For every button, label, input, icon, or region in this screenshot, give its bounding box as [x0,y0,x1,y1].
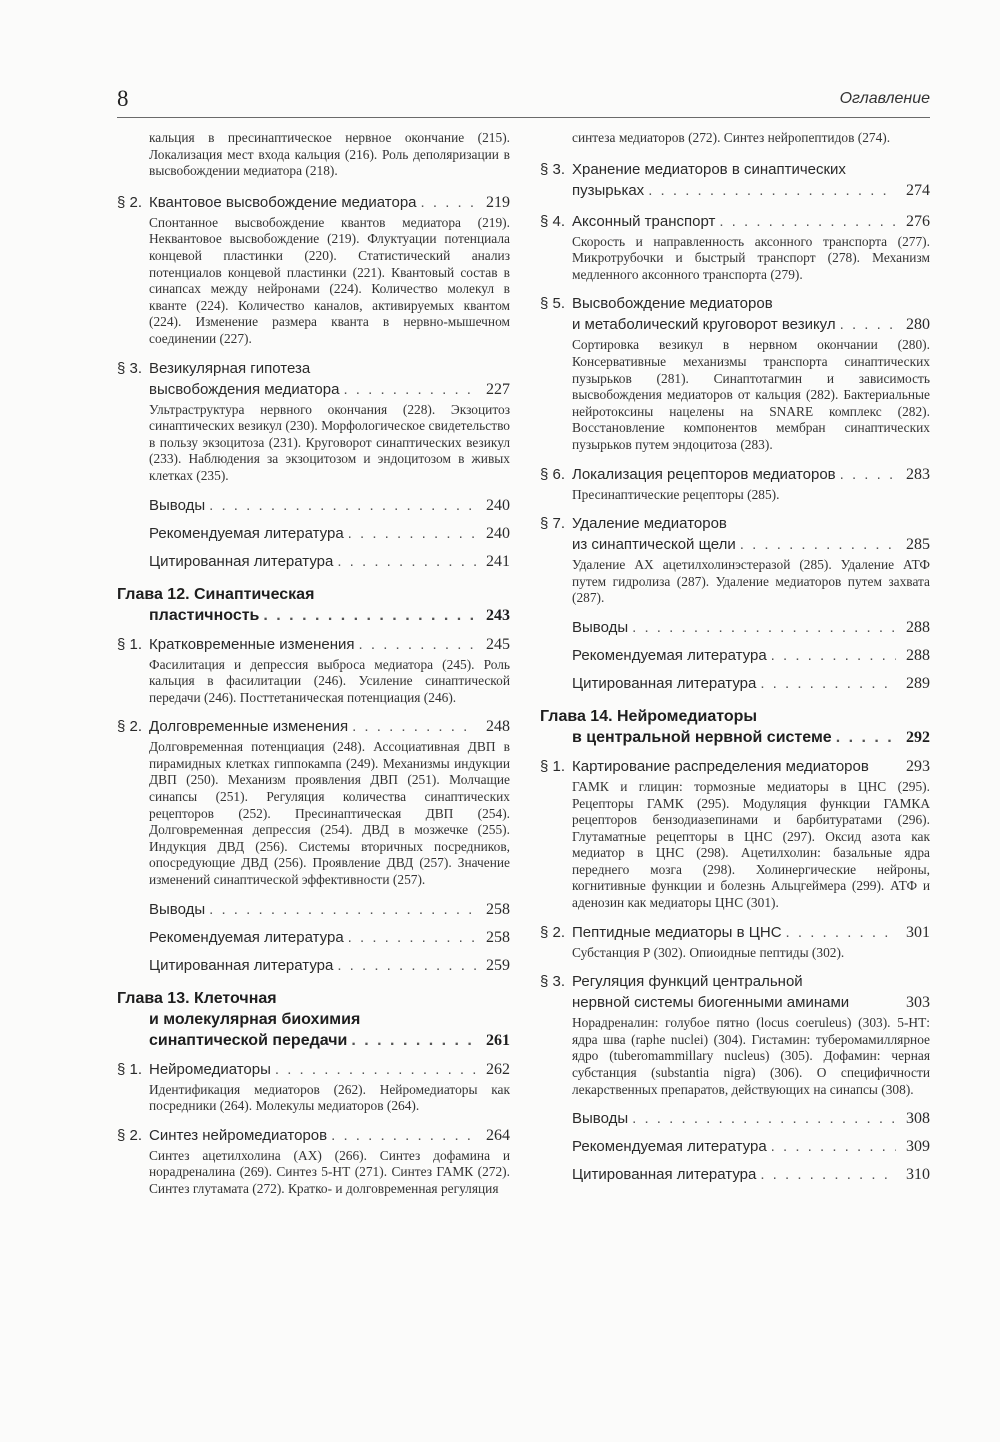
section-description: Сортировка везикул в нервном окончании (280). Консервативные механизмы транспорта синаптических пузырьков (281). Синаптотагмин и зависимость высвобождения медиаторов от кальция (282). Бактериальные нейротоксины нацелены на SNARE комплекс (282). Восстановление компонентов мембран синаптических пузырьков путем эндоцитоза (283). [572,337,930,452]
section-title: Аксонный транспорт [572,212,716,230]
toc-entry[interactable]: Цитированная литература . . . 259 [149,955,510,976]
toc-entry[interactable] [540,922,930,962]
toc-entry[interactable] [540,159,930,201]
toc-right-column [540,130,930,1192]
section-title: Локализация рецепторов медиаторов [572,465,836,483]
section-title-line: Хранение медиаторов в синаптических [572,160,846,178]
page-ref: 219 [486,193,510,211]
section-number: § 3. [540,160,566,178]
toc-entry[interactable] [117,358,510,485]
section-number: § 3. [540,973,566,991]
page-header [117,88,930,118]
page-ref: 262 [486,1060,510,1078]
page-number: 8 [117,86,129,111]
section-number: § 1. [540,757,566,775]
page-ref: 293 [906,757,930,775]
section-description: Ультраструктура нервного окончания (228). Экзоцитоз синаптических везикул (230). Морфологическое свидетельство в пользу экзоцитоза (231). Круговорот синаптических везикул (233). Наблюдения за экзоцитозом и эндоцитозом в живых клетках (235). [149,401,510,483]
page-ref: 303 [906,994,930,1012]
section-number: § 5. [540,295,566,313]
section-number: § 7. [540,515,566,533]
section-description: Скорость и направленность аксонного транспорта (277). Микротрубочки и быстрый транспорт (278). Механизм медленного аксонного транспорта (279). [572,233,930,282]
section-description: Фасилитация и депрессия выброса медиатора (245). Роль кальция в фасилитации (246). Усиление синаптической передачи (246). Посттетаническая потенциация (246). [149,656,510,705]
toc-entry[interactable] [540,293,930,453]
section-title: и метаболический круговорот везикул [572,316,836,334]
toc-entry[interactable]: Выводы . . . 288 [572,617,930,638]
section-description: Норадреналин: голубое пятно (locus coeruleus) (303). 5-НТ: ядра шва (raphe nuclei) (304). Гистамин: туберомамиллярное ядро (tuberomammillary nucleus) (305). Дофамин: черная субстанция (substantia nigra) (306). О специфичности лекарственных препаратов, действующих на синапсы (308). [572,1015,930,1097]
toc-entry[interactable] [540,971,930,1098]
section-title: Нейромедиаторы [149,1060,271,1078]
section-number: § 1. [117,1060,143,1078]
chapter-title-line: в центральной нервной системе [572,728,832,746]
toc-entry[interactable]: Рекомендуемая литература . . . 288 [572,645,930,666]
page-ref: 248 [486,718,510,736]
page-ref: 285 [906,536,930,554]
page-ref: 261 [486,1031,510,1049]
toc-entry[interactable]: Цитированная литература . . . 289 [572,673,930,694]
toc-entry[interactable]: Цитированная литература . . . 310 [572,1164,930,1185]
chapter-title-line: Глава 14. Нейромедиаторы [540,707,758,725]
page-ref: 243 [486,606,510,624]
section-description: Спонтанное высвобождение квантов медиатора (219). Неквантовое высвобождение (219). Флуктуации потенциала концевой пластинки (220). Статистический анализ потенциалов концевой пластинки (221). Квантовый состав в синапсах между нейронами (224). Количество молекул в кванте (224). Количество каналов, активируемых квантом (224). Изменение размера кванта в нервно-мышечном соединении (227). [149,214,510,346]
toc-entry[interactable] [117,634,510,707]
toc-entry[interactable] [117,1125,510,1198]
chapter-title-line: Глава 13. Клеточная [117,989,277,1007]
chapter-heading[interactable] [117,584,510,626]
page-ref: 274 [906,181,930,199]
section-number: § 2. [117,1126,143,1144]
section-title: пузырьках [572,181,645,199]
toc-entry[interactable] [540,464,930,504]
section-title: Пептидные медиаторы в ЦНС [572,923,782,941]
section-number: § 2. [117,718,143,736]
page-ref: 283 [906,465,930,483]
page-ref: 264 [486,1126,510,1144]
continuation-text: кальция в пресинаптическое нервное окончание (215). Локализация мест входа кальция (216). Роль деполяризации в высвобождении медиатора (218). [149,130,510,179]
toc-entry[interactable]: Рекомендуемая литература . . . 258 [149,927,510,948]
section-number: § 2. [540,923,566,941]
toc-entry[interactable]: Выводы . . . 240 [149,495,510,516]
chapter-title-line: Глава 12. Синаптическая [117,585,315,603]
section-description: Долговременная потенциация (248). Ассоциативная ДВП в пирамидных клетках гиппокампа (249). Механизмы индукции ДВП (250). Механизм проявления ДВП (251). Молчащие синапсы (251). Регуляция количества синаптических рецепторов (252). Пресинаптическая ДВП (254). Долговременная депрессия (254). ДВД в мозжечке (255). Индукция ДВД (256). Системы вторичных посредников, опосредующие ДВД (256). Проявление ДВД (257). Значение изменений синаптической эффективности (257). [149,739,510,888]
toc-entry[interactable]: Выводы . . . 258 [149,899,510,920]
section-title: Картирование распределения медиаторов [572,757,869,775]
section-description: Субстанция Р (302). Опиоидные пептиды (302). [572,944,845,960]
section-title: нервной системы биогенными аминами [572,994,850,1012]
toc-entry[interactable]: Выводы . . . 308 [572,1108,930,1129]
toc-entry[interactable] [540,756,930,912]
toc-entry[interactable]: Цитированная литература . . . 241 [149,551,510,572]
page-ref: 276 [906,212,930,230]
section-description: Удаление АХ ацетилхолинэстеразой (285). Удаление АТФ путем гидролиза (287). Удаление медиаторов путем захвата (287). [572,557,930,606]
section-number: § 6. [540,465,566,483]
page-ref: 227 [486,380,510,398]
page-ref: 301 [906,923,930,941]
section-title: Квантовое высвобождение медиатора [149,193,417,211]
section-title: Долговременные изменения [149,718,349,736]
chapter-title-line: и молекулярная биохимия [149,1010,361,1028]
toc-entry[interactable] [117,716,510,888]
section-title-line: Везикулярная гипотеза [149,359,311,377]
section-title-line: Регуляция функций центральной [572,973,803,991]
section-title: высвобождения медиатора [149,380,340,398]
section-title: Синтез нейромедиаторов [149,1126,328,1144]
running-title: Оглавление [839,90,930,107]
page-ref: 245 [486,635,510,653]
toc-entry[interactable] [540,211,930,284]
section-number: § 4. [540,212,566,230]
section-title: из синаптической щели [572,536,736,554]
page-ref: 292 [906,728,930,746]
chapter-title-line: синаптической передачи [149,1031,348,1049]
toc-entry[interactable] [540,513,930,607]
toc-entry[interactable] [117,192,510,348]
section-number: § 2. [117,193,143,211]
section-description: ГАМК и глицин: тормозные медиаторы в ЦНС (295). Рецепторы ГАМК (295). Модуляция функции ГАМКA рецепторов бензодиазепинами и барбитуратами (296). Глутаматные рецепторы в ЦНС (297). Оксид азота как медиатор в ЦНС (298). Ацетилхолин: базальные ядра переднего мозга (298). Холинергические нейроны, когнитивные функции и болезнь Альцгеймера (299). АТФ и аденозин как медиаторы ЦНС (301). [572,778,930,911]
section-title-line: Удаление медиаторов [572,515,727,533]
section-title: Кратковременные изменения [149,635,355,653]
continuation-text: синтеза медиаторов (272). Синтез нейропептидов (274). [572,130,891,145]
section-number: § 3. [117,359,143,377]
toc-entry[interactable] [117,1059,510,1115]
section-description: Идентификация медиаторов (262). Нейромедиаторы как посредники (264). Молекулы медиаторов (264). [149,1081,510,1114]
chapter-title-line: пластичность [149,606,260,624]
section-description: Пресинаптические рецепторы (285). [572,486,780,502]
chapter-heading[interactable] [117,988,510,1051]
page-ref: 280 [906,316,930,334]
section-title-line: Высвобождение медиаторов [572,295,773,313]
toc-entry[interactable]: Рекомендуемая литература . . . 240 [149,523,510,544]
chapter-heading[interactable] [540,706,930,748]
toc-entry[interactable]: Рекомендуемая литература . . . 309 [572,1136,930,1157]
toc-left-column [117,130,510,1208]
section-description: Синтез ацетилхолина (АХ) (266). Синтез дофамина и норадреналина (269). Синтез 5-НТ (271). Синтез ГАМК (272). Синтез глутамата (272). Кратко- и долговременная регуляция [149,1147,510,1196]
section-number: § 1. [117,635,143,653]
